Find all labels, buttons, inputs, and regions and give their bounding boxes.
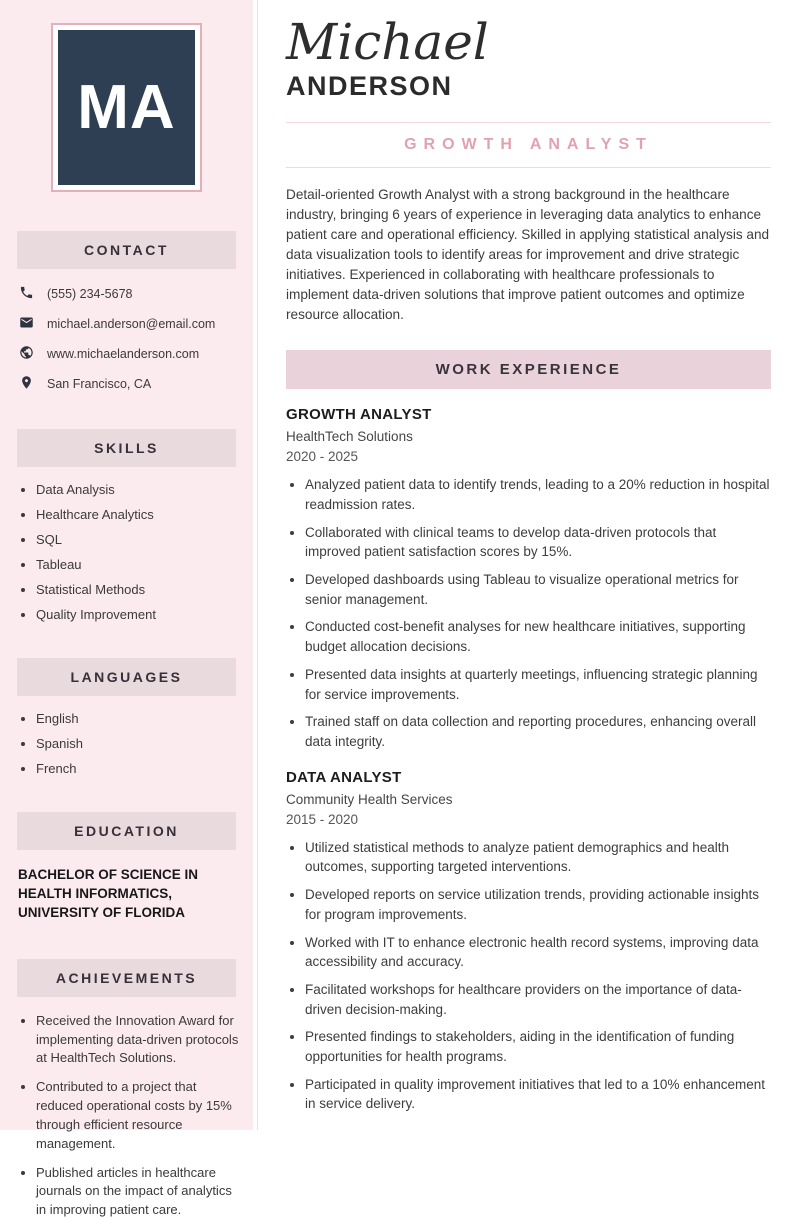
headline-band (286, 122, 771, 168)
bullet-item: • Presented data insights at quarterly meetings, influencing strategic planning for service improvements. (305, 665, 771, 704)
job-company: HealthTech Solutions (286, 429, 413, 445)
bullet-item: • Presented findings to stakeholders, aiding in the identification of funding opportunities for health programs. (305, 1027, 771, 1066)
education-degree: BACHELOR OF SCIENCE IN HEALTH INFORMATICS, UNIVERSITY OF FLORIDA (18, 867, 199, 920)
bullet-item: • Developed reports on service utilization trends, providing actionable insights for program improvements. (305, 885, 771, 924)
bullet-item: • Utilized statistical methods to analyze patient demographics and health outcomes, supporting targeted interventions. (305, 838, 771, 877)
job-bullet-list (286, 475, 771, 751)
first-name: Michael (286, 13, 489, 71)
skill-item: • Statistical Methods (36, 582, 239, 597)
bullet-item: • Conducted cost-benefit analyses for new healthcare initiatives, supporting budget allocation decisions. (305, 617, 771, 656)
location-icon (19, 375, 34, 393)
contact-list (19, 285, 239, 393)
phone-icon (19, 285, 34, 303)
achievements-section-header: ACHIEVEMENTS (17, 959, 236, 997)
sidebar (0, 0, 253, 1218)
bullet-item: • Trained staff on data collection and reporting procedures, enhancing overall data integrity. (305, 712, 771, 751)
job-title: DATA ANALYST (286, 768, 402, 786)
monogram-box (58, 30, 195, 185)
bullet-item: • Collaborated with clinical teams to develop data-driven protocols that improved patient satisfaction scores by 15%. (305, 523, 771, 562)
language-item: • French (36, 761, 239, 776)
bullet-item: • Developed dashboards using Tableau to visualize operational metrics for senior management. (305, 570, 771, 609)
job-bullet-list (286, 838, 771, 1114)
skill-item: • SQL (36, 532, 239, 547)
job-entry (286, 769, 771, 1114)
education-section-header: EDUCATION (17, 812, 236, 850)
contact-section-header: CONTACT (17, 231, 236, 269)
contact-row-phone (19, 285, 239, 303)
work-experience-header: WORK EXPERIENCE (286, 350, 771, 389)
job-dates: 2020 - 2025 (286, 449, 359, 465)
main-column (258, 0, 800, 1130)
globe-icon (19, 345, 34, 363)
skill-item: • Data Analysis (36, 482, 239, 497)
monogram-frame (51, 23, 202, 192)
achievement-item: • Received the Innovation Award for implementing data-driven protocols at HealthTech Solutions. (36, 1012, 239, 1069)
skill-item: • Quality Improvement (36, 607, 239, 622)
languages-list (21, 711, 239, 776)
skills-section-header: SKILLS (17, 429, 236, 467)
skill-item: • Healthcare Analytics (36, 507, 239, 522)
achievements-list (21, 1012, 239, 1220)
bullet-item: • Analyzed patient data to identify trends, leading to a 20% reduction in hospital readmission rates. (305, 475, 771, 514)
contact-row-email (19, 315, 239, 333)
monogram-initials: MA (77, 72, 176, 142)
headline: GROWTH ANALYST (404, 135, 653, 153)
contact-row-location (19, 375, 239, 393)
contact-email: michael.anderson@email.com (47, 317, 216, 331)
bullet-item: • Worked with IT to enhance electronic health record systems, improving data accessibility and accuracy. (305, 933, 771, 972)
achievement-item: • Published articles in healthcare journals on the impact of analytics in improving patient care. (36, 1164, 239, 1220)
contact-row-website (19, 345, 239, 363)
profile-summary: Detail-oriented Growth Analyst with a strong background in the healthcare industry, bringing 6 years of experience in leveraging data analytics to enhance patient care and operational efficiency. Skilled in applying statistical analysis and data visualization tools to identify areas for improvement and drive strategic initiatives. Experienced in collaborating with healthcare professionals to implement data-driven solutions that improve patient outcomes and optimize resource allocation. (286, 186, 770, 323)
achievement-item: • Contributed to a project that reduced operational costs by 15% through efficient resource management. (36, 1078, 239, 1153)
job-title: GROWTH ANALYST (286, 406, 432, 424)
last-name: ANDERSON (286, 70, 453, 101)
contact-phone: (555) 234-5678 (47, 287, 133, 301)
language-item: • Spanish (36, 736, 239, 751)
contact-location: San Francisco, CA (47, 377, 152, 391)
job-company: Community Health Services (286, 791, 453, 807)
bullet-item: • Participated in quality improvement initiatives that led to a 10% enhancement in service delivery. (305, 1075, 771, 1114)
job-dates: 2015 - 2020 (286, 811, 359, 827)
contact-website: www.michaelanderson.com (47, 347, 200, 361)
email-icon (19, 315, 34, 333)
language-item: • English (36, 711, 239, 726)
bullet-item: • Facilitated workshops for healthcare providers on the importance of data-driven decision-making. (305, 980, 771, 1019)
skills-list (21, 482, 239, 622)
skill-item: • Tableau (36, 557, 239, 572)
job-entry (286, 406, 771, 751)
languages-section-header: LANGUAGES (17, 658, 236, 696)
